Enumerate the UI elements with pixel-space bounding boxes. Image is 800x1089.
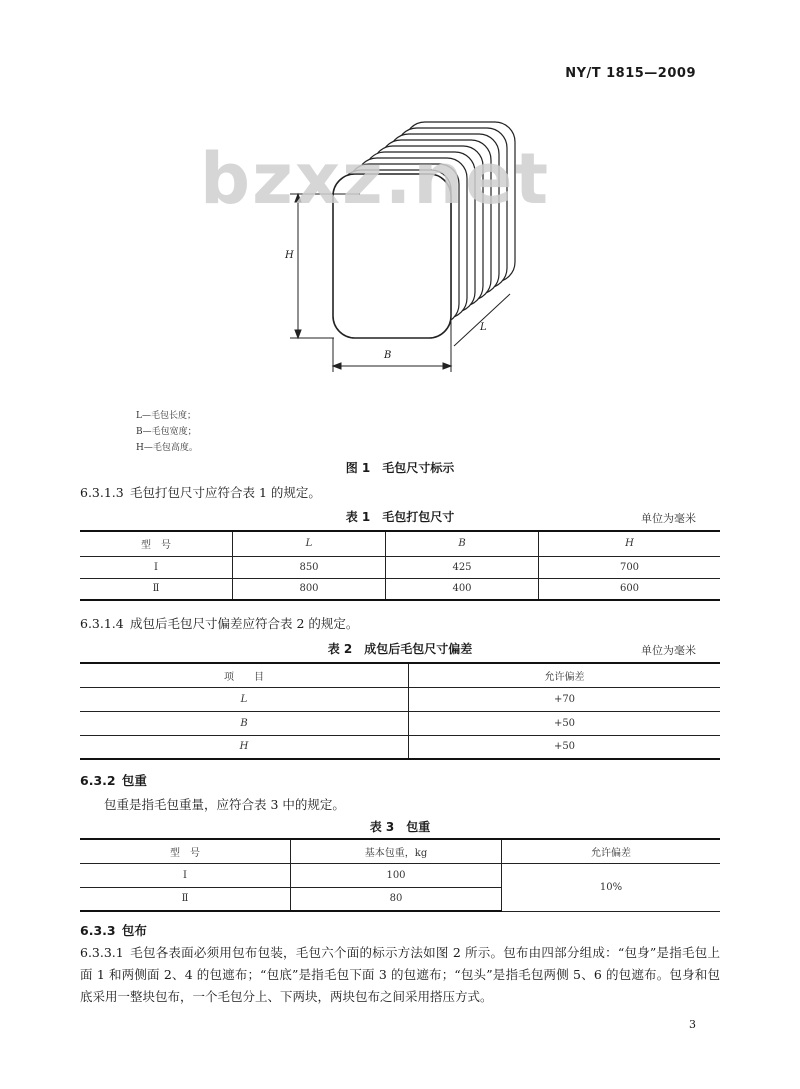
h-arrow-bottom	[295, 330, 301, 338]
clause-number: 6.3.1.3	[80, 485, 124, 500]
page-number: 3	[689, 1018, 696, 1031]
clause-6-3-3-1	[80, 942, 720, 1008]
table-cell: 700	[539, 556, 721, 578]
clause-text: 毛包各表面必须用包布包装，毛包六个面的标示方法如图 2 所示。包布由四部分组成：“包身”是指毛包上面 1 和两侧面 2、4 的包遮布；“包底”是指毛包下面 3 的包遮布；“包头”是指毛包两侧 5、6 的包遮布。包身和包底采用一整块包布，一个毛包分上、下两块，两块包布之间采用搭压方式。	[80, 945, 720, 1004]
label-b: B	[384, 350, 392, 361]
table-header: L	[233, 531, 386, 556]
b-arrow-right	[443, 363, 451, 369]
table-cell: Ⅰ	[80, 556, 233, 578]
clause-text: 成包后毛包尺寸偏差应符合表 2 的规定。	[129, 616, 359, 631]
section-6-3-2	[80, 771, 147, 789]
table-cell: Ⅰ	[80, 863, 291, 887]
table2-title: 表 2 成包后毛包尺寸偏差	[327, 642, 473, 656]
table-row	[80, 687, 720, 711]
table1	[80, 530, 720, 601]
table-header: 型 号	[80, 531, 233, 556]
table-header: B	[386, 531, 539, 556]
table2	[80, 662, 720, 760]
table-row	[80, 578, 720, 600]
table-cell: Ⅱ	[80, 578, 233, 600]
legend-item: B—毛包宽度；	[136, 427, 197, 437]
table-cell: 800	[233, 578, 386, 600]
table-cell: 600	[539, 578, 721, 600]
table1-title: 表 1 毛包打包尺寸	[345, 510, 455, 524]
standard-number: NY/T 1815—2009	[565, 66, 696, 81]
table-cell: B	[80, 711, 409, 735]
table-cell: 100	[291, 863, 502, 887]
table-cell: 850	[233, 556, 386, 578]
table-cell: +50	[409, 735, 721, 759]
table-header: 允许偏差	[409, 663, 721, 687]
table-cell: 80	[291, 887, 502, 911]
table-header: H	[539, 531, 721, 556]
table-cell: 400	[386, 578, 539, 600]
label-h: H	[285, 250, 294, 261]
clause-number: 6.3.1.4	[80, 616, 124, 631]
watermark: bzxz.net	[200, 138, 551, 220]
label-l: L	[480, 322, 487, 333]
table-row	[80, 556, 720, 578]
section-number: 6.3.2	[80, 773, 116, 788]
table-header: 允许偏差	[502, 839, 721, 863]
section-title: 包重	[121, 773, 147, 788]
clause-number: 6.3.3.1	[80, 945, 124, 960]
table1-unit: 单位为毫米	[641, 512, 696, 525]
table-cell-tolerance: 10%	[502, 863, 721, 911]
table-row	[80, 735, 720, 759]
table-header: 基本包重，kg	[291, 839, 502, 863]
table-cell: +70	[409, 687, 721, 711]
table-row	[80, 711, 720, 735]
table3-title: 表 3 包重	[369, 820, 431, 834]
section-6-3-3	[80, 921, 147, 939]
table-cell: Ⅱ	[80, 887, 291, 911]
b-arrow-left	[333, 363, 341, 369]
table-cell: L	[80, 687, 409, 711]
table-header: 型 号	[80, 839, 291, 863]
clause-6-3-1-4	[80, 614, 358, 632]
section-title: 包布	[121, 923, 147, 938]
table-cell: +50	[409, 711, 721, 735]
clause-6-3-1-3	[80, 483, 321, 501]
section-number: 6.3.3	[80, 923, 116, 938]
section-6-3-2-text: 包重是指毛包重量，应符合表 3 中的规定。	[104, 797, 345, 812]
figure-caption: 图 1 毛包尺寸标示	[345, 461, 455, 475]
legend-item: H—毛包高度。	[136, 443, 198, 453]
clause-text: 毛包打包尺寸应符合表 1 的规定。	[129, 485, 321, 500]
table-cell: H	[80, 735, 409, 759]
table-header: 项 目	[80, 663, 409, 687]
table-row	[80, 863, 720, 887]
table2-unit: 单位为毫米	[641, 644, 696, 657]
legend-item: L—毛包长度；	[136, 411, 196, 421]
table3	[80, 838, 720, 912]
table-cell: 425	[386, 556, 539, 578]
